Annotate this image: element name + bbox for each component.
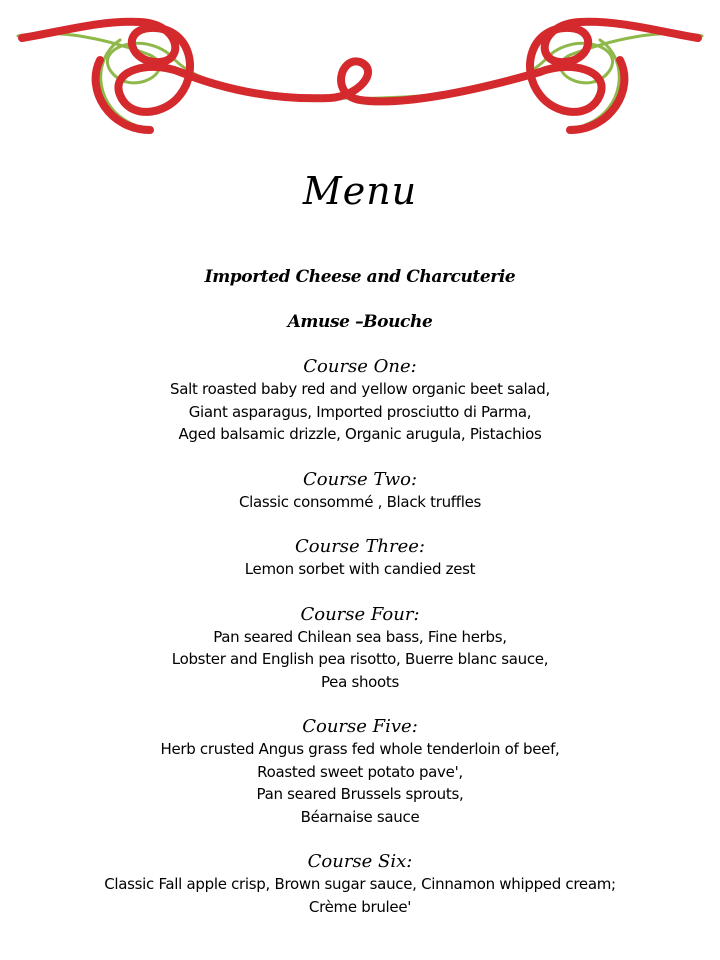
- feature-amuse-bouche: Amuse –Bouche: [287, 312, 433, 332]
- course-heading: Course Three:: [295, 536, 425, 557]
- course-line: Pan seared Chilean sea bass, Fine herbs,: [213, 627, 507, 646]
- course-heading: Course Two:: [302, 468, 418, 490]
- course-five: [0, 716, 720, 828]
- course-six: [0, 851, 720, 918]
- course-heading: Course One:: [303, 356, 417, 377]
- menu-content: [0, 150, 720, 918]
- red-ribbon-strand: [22, 22, 698, 130]
- course-line: Lemon sorbet with candied zest: [244, 560, 476, 578]
- course-line: Herb crusted Angus grass fed whole tenderloin of beef,: [160, 740, 560, 758]
- course-line: Lobster and English pea risotto, Buerre blanc sauce,: [171, 650, 549, 668]
- course-line: Classic consommé , Black truffles: [238, 492, 482, 511]
- course-line: Béarnaise sauce: [300, 807, 420, 826]
- course-heading: Course Four:: [300, 603, 420, 625]
- course-line: Pea shoots: [320, 672, 400, 691]
- menu-title: Menu: [302, 169, 418, 213]
- course-heading: Course Five:: [302, 716, 418, 737]
- course-one: [0, 356, 720, 446]
- course-heading: Course Six:: [307, 851, 413, 872]
- course-line: Crème brulee': [308, 897, 412, 916]
- course-three: [0, 536, 720, 581]
- feature-cheese-charcuterie: Imported Cheese and Charcuterie: [204, 267, 516, 287]
- course-two: [0, 469, 720, 514]
- course-line: Aged balsamic drizzle, Organic arugula, Pistachios: [178, 425, 542, 443]
- course-line: Pan seared Brussels sprouts,: [256, 785, 464, 803]
- course-line: Giant asparagus, Imported prosciutto di Parma,: [188, 402, 532, 421]
- course-four: [0, 604, 720, 694]
- course-line: Roasted sweet potato pave',: [257, 762, 463, 781]
- course-line: Classic Fall apple crisp, Brown sugar sauce, Cinnamon whipped cream;: [104, 875, 616, 893]
- course-line: Salt roasted baby red and yellow organic beet salad,: [170, 380, 550, 398]
- ribbon-banner-decoration: [0, 0, 720, 150]
